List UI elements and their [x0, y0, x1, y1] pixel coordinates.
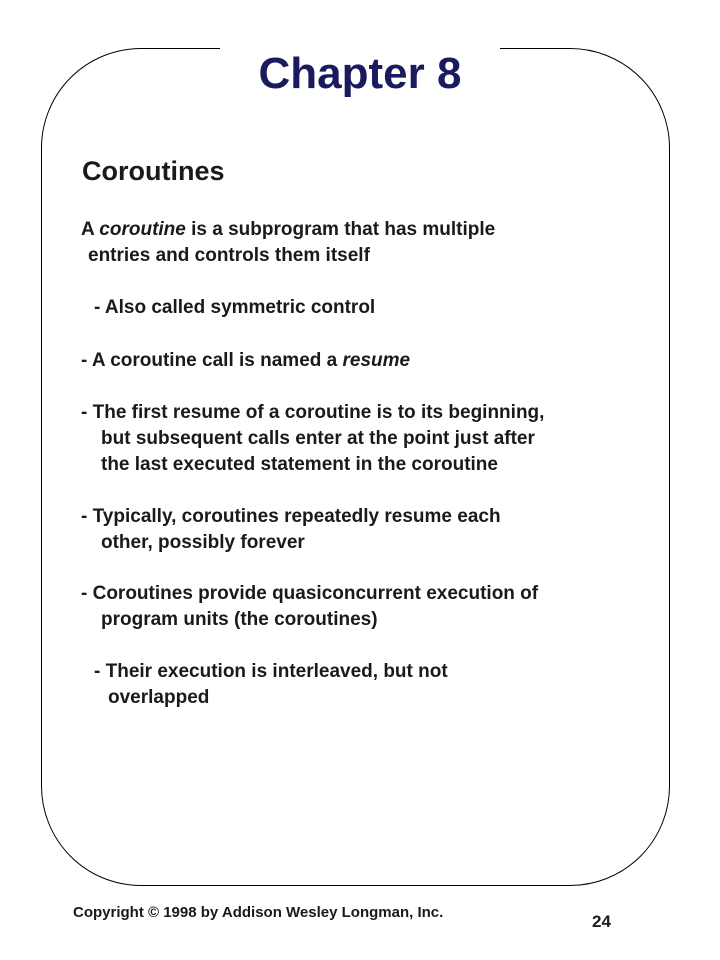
italic-term: coroutine: [99, 219, 186, 240]
body-line-9: other, possibly forever: [101, 532, 305, 553]
italic-term: resume: [342, 350, 411, 371]
body-line-3: - Also called symmetric control: [94, 297, 376, 318]
body-text: - A coroutine call is named a: [81, 350, 343, 371]
body-line-6: but subsequent calls enter at the point just after: [101, 428, 535, 449]
section-heading: Coroutines: [82, 156, 225, 186]
body-line-1: [81, 218, 495, 242]
body-line-5: - The first resume of a coroutine is to its beginning,: [81, 402, 545, 423]
body-text: is a subprogram that has multiple: [185, 219, 496, 240]
chapter-title: Chapter 8: [258, 49, 462, 98]
body-line-7: the last executed statement in the coroutine: [101, 454, 498, 475]
body-line-12: - Their execution is interleaved, but not: [94, 661, 448, 682]
body-text: A: [81, 219, 100, 240]
copyright-notice: Copyright © 1998 by Addison Wesley Longman, Inc.: [73, 904, 444, 921]
body-line-8: - Typically, coroutines repeatedly resume each: [81, 506, 501, 527]
page-number: 24: [592, 912, 611, 931]
body-line-11: program units (the coroutines): [101, 609, 378, 630]
body-line-13: overlapped: [108, 687, 210, 708]
body-line-4: [81, 349, 410, 373]
body-line-2: entries and controls them itself: [88, 245, 370, 266]
body-line-10: - Coroutines provide quasiconcurrent execution of: [81, 583, 539, 604]
